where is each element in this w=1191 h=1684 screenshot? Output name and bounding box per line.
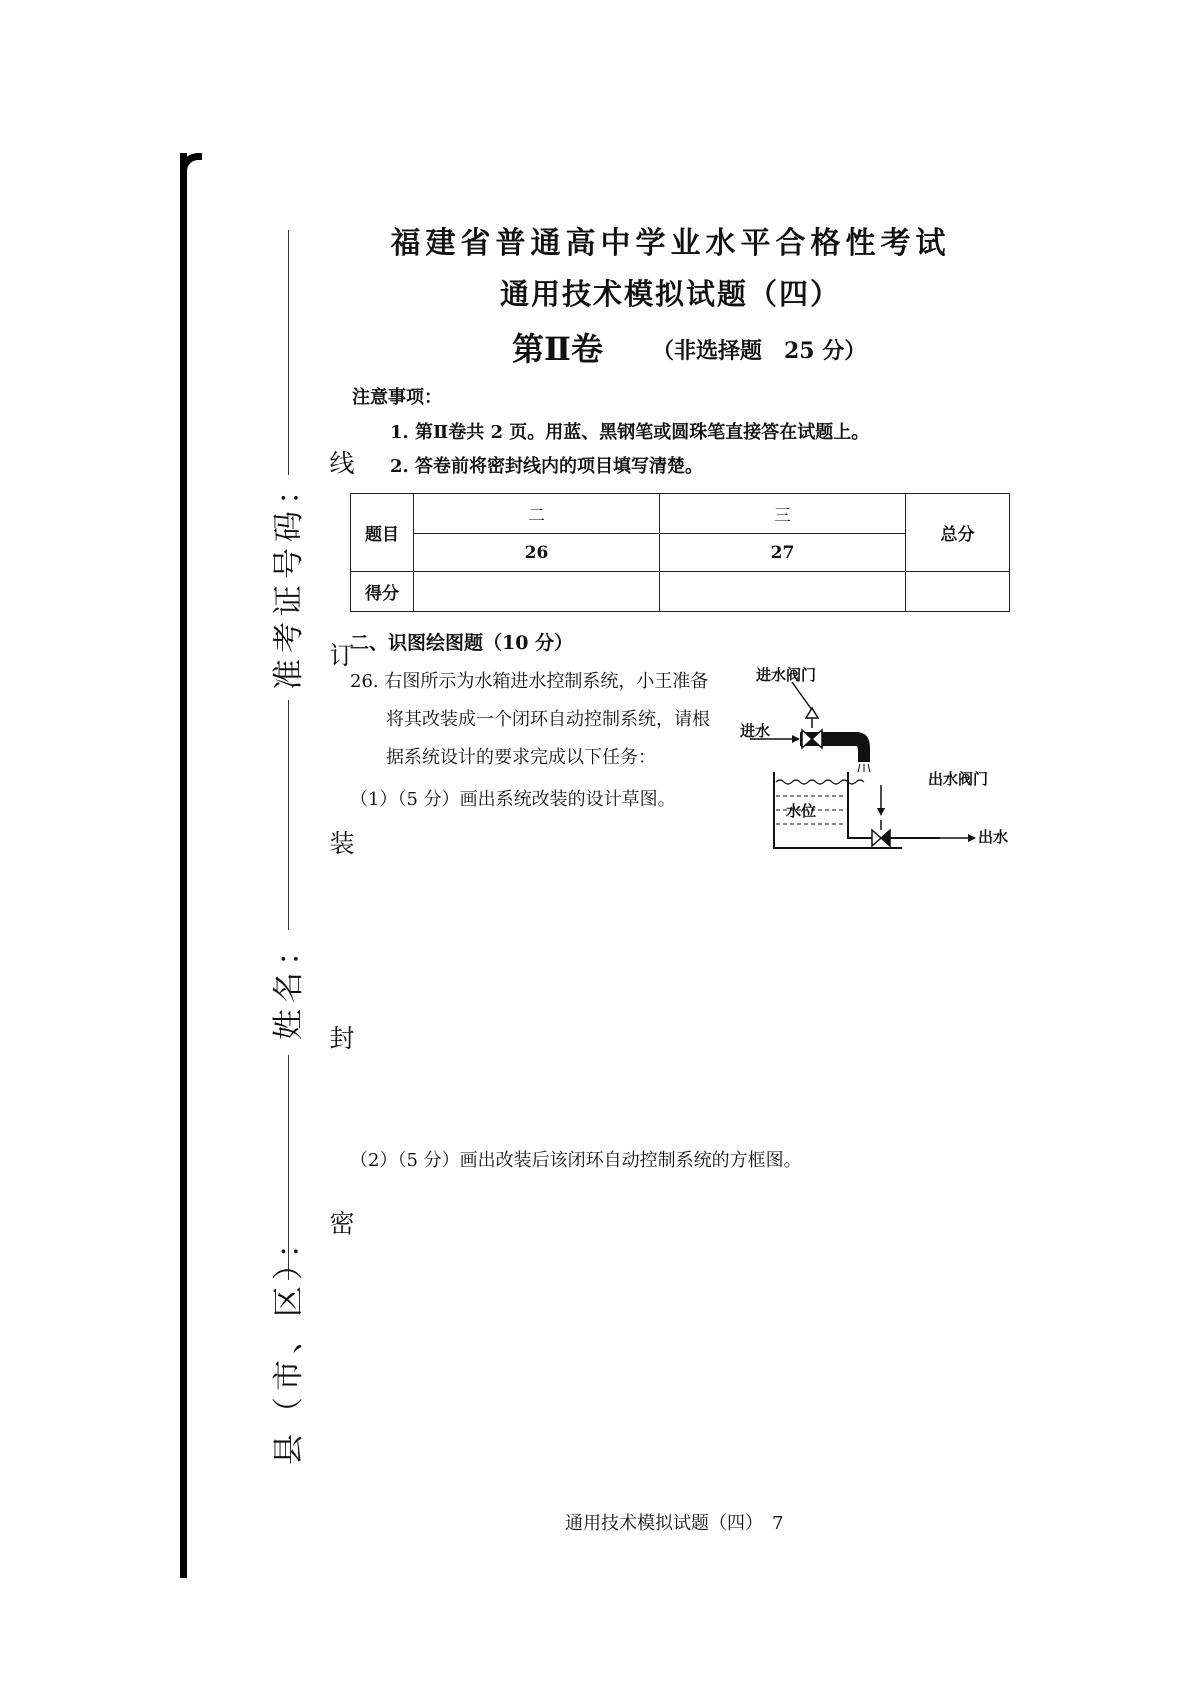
row-label-question: 题目 xyxy=(351,494,414,572)
question-26-line3: 据系统设计的要求完成以下任务： xyxy=(386,747,656,768)
part-note: （非选择题 25 分） xyxy=(652,338,867,364)
notes-heading: 注意事项： xyxy=(352,387,442,408)
name-label: 姓名： xyxy=(271,929,307,1040)
paper-title: 通用技术模拟试题（四） xyxy=(499,277,841,311)
score-cell-total[interactable] xyxy=(906,572,1010,612)
county-label: 县（市、区）： xyxy=(271,1221,307,1465)
name-fill-line xyxy=(288,700,289,930)
exam-title: 福建省普通高中学业水平合格性考试 xyxy=(390,226,951,261)
water-tank-diagram xyxy=(740,660,1000,860)
question-26-line1: 26. 右图所示为水箱进水控制系统，小王准备 xyxy=(350,671,709,692)
score-table xyxy=(350,493,1010,612)
header-total: 总分 xyxy=(906,494,1010,572)
header-q26: 26 xyxy=(414,534,660,572)
part-title: 第Ⅱ卷 xyxy=(512,330,603,368)
outlet-valve-label: 出水阀门 xyxy=(928,770,989,788)
question-26-part2: （2）（5 分）画出改装后该闭环自动控制系统的方框图。 xyxy=(350,1150,802,1171)
inlet-valve-pointer xyxy=(792,682,812,710)
header-section-3: 三 xyxy=(660,494,906,534)
row-label-score: 得分 xyxy=(351,572,414,612)
header-section-2: 二 xyxy=(414,494,660,534)
seal-char-pack: 装 xyxy=(326,830,355,855)
inlet-pipe-elbow xyxy=(856,732,870,762)
outlet-pipe xyxy=(848,830,940,838)
question-26-line2: 将其改装成一个闭环自动控制系统，请根 xyxy=(386,709,710,730)
seal-char-seal: 封 xyxy=(326,1025,355,1050)
seal-char-bind: 订 xyxy=(326,642,355,667)
water-surface xyxy=(776,780,864,784)
header-q27: 27 xyxy=(660,534,906,572)
exam-id-line xyxy=(288,230,289,475)
inlet-valve-label: 进水阀门 xyxy=(756,666,817,684)
section-heading: 二、识图绘图题（10 分） xyxy=(350,632,574,654)
score-cell-q26[interactable] xyxy=(414,572,660,612)
exam-id-label: 准考证号码： xyxy=(271,468,307,690)
outlet-valve-icon xyxy=(872,830,881,846)
seal-char-line: 线 xyxy=(326,450,355,475)
outlet-label: 出水 xyxy=(978,828,1009,846)
question-26-part1: （1）（5 分）画出系统改装的设计草图。 xyxy=(350,789,676,810)
inlet-label: 进水 xyxy=(740,722,771,740)
score-cell-q27[interactable] xyxy=(660,572,906,612)
note-item: 2. 答卷前将密封线内的项目填写清楚。 xyxy=(390,456,704,477)
page-footer: 通用技术模拟试题（四） 7 xyxy=(565,1513,784,1534)
binding-bar xyxy=(180,153,187,1578)
water-level-label: 水位 xyxy=(786,802,817,820)
seal-char-secret: 密 xyxy=(326,1210,355,1235)
note-item: 1. 第Ⅱ卷共 2 页。用蓝、黑钢笔或圆珠笔直接答在试题上。 xyxy=(390,422,870,443)
